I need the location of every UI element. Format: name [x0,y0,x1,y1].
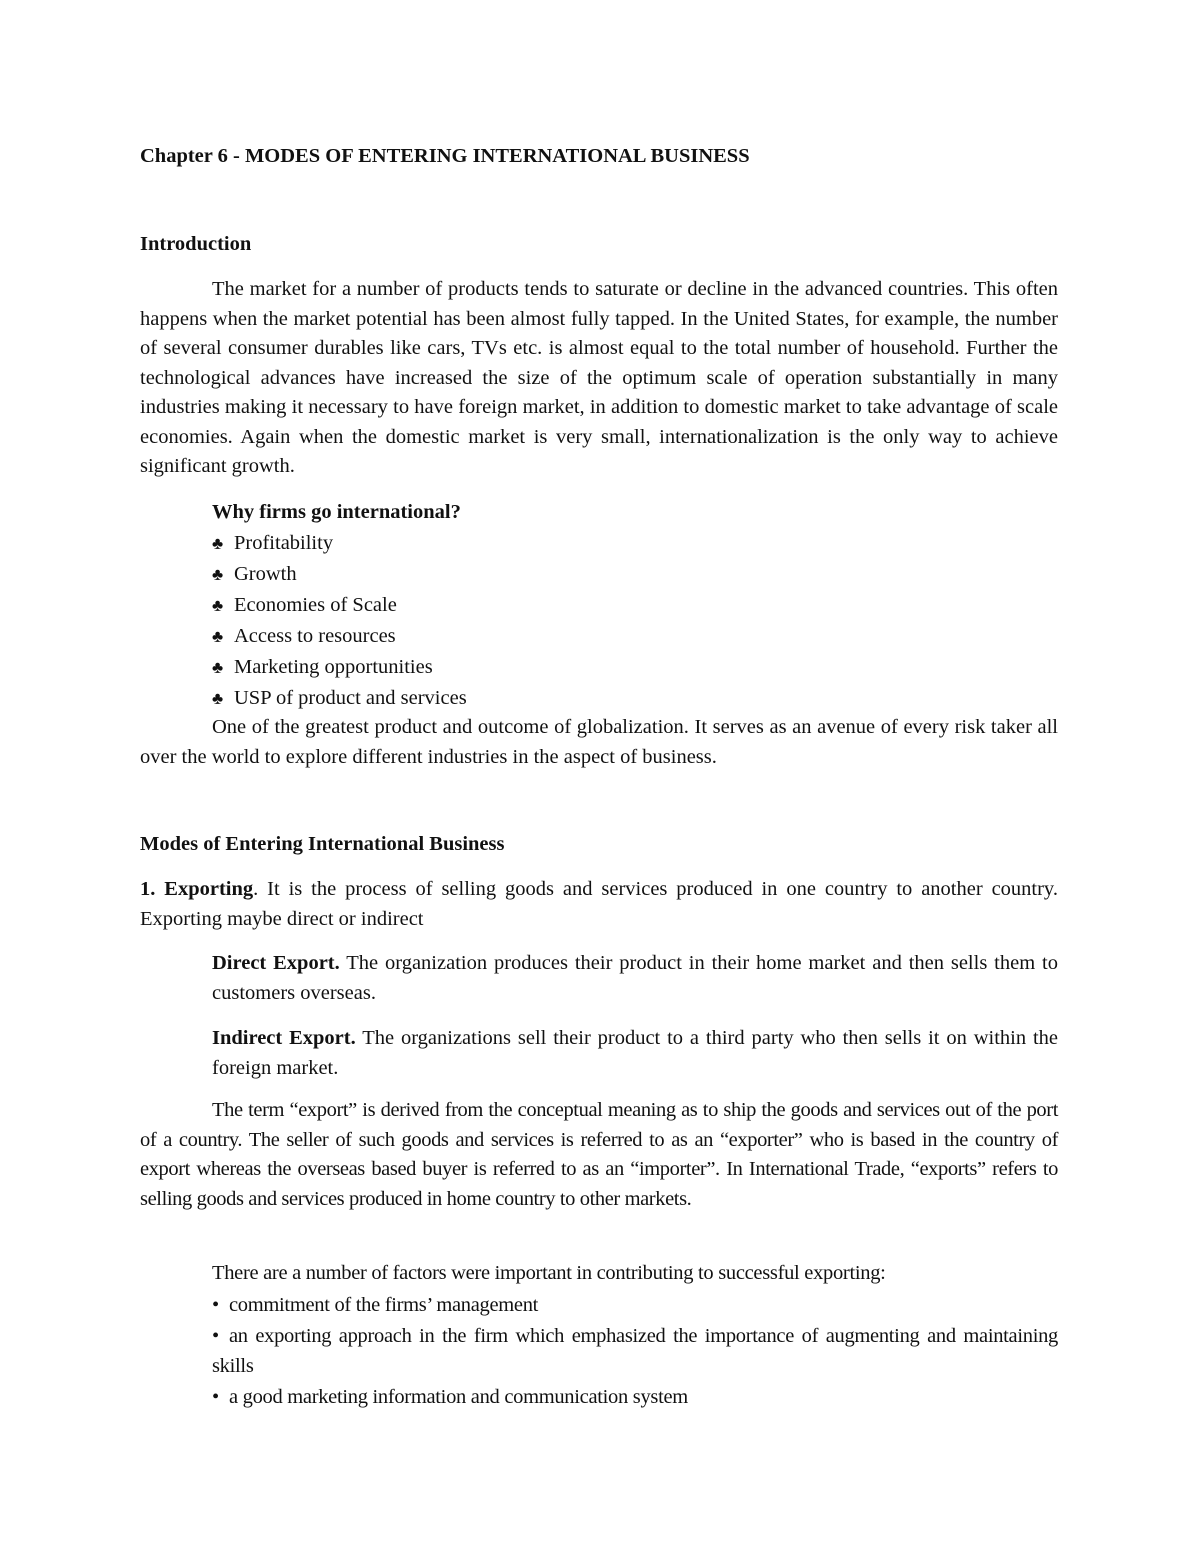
why-list [212,528,1058,714]
bullet-dot-icon: • [212,1293,219,1316]
section-heading-introduction: Introduction [140,233,252,255]
indirect-export-text: The organizations sell their product to a third party who then sells it on within the foreign market. [212,1027,1058,1079]
club-bullet-icon: ♣ [212,689,224,708]
factor-text: an exporting approach in the firm which emphasized the importance of augmenting and maintaining skills [212,1325,1058,1377]
factor-list-item [212,1291,1058,1321]
direct-export-paragraph [212,949,1058,1008]
section-heading-modes: Modes of Entering International Business [140,833,505,855]
factor-list-item [212,1383,1058,1413]
why-international-section [212,497,1058,714]
intro-paragraph: The market for a number of products tends to saturate or decline in the advanced countries. This often happens when the market potential has been almost fully tapped. In the United States, for example, the number of several consumer durables like cars, TVs etc. is almost equal to the total number of household. Further the technological advances have increased the size of the optimum scale of operation substantially in many industries making it necessary to have foreign market, in addition to domestic market to take advantage of scale economies. Again when the domestic market is very small, internationalization is the only way to achieve significant growth. [140,278,1058,477]
why-list-item [212,590,1058,621]
club-bullet-icon: ♣ [212,596,224,615]
why-list-item [212,528,1058,559]
why-list-item [212,683,1058,714]
bullet-dot-icon: • [212,1386,219,1408]
club-bullet-icon: ♣ [212,658,224,677]
direct-export-text: The organization produces their product in their home market and then sells them to customers overseas. [212,952,1058,1004]
exporting-label: 1. Exporting [140,878,254,900]
why-list-item [212,621,1058,652]
club-bullet-icon: ♣ [212,565,224,584]
factor-text: a good marketing information and communication system [229,1386,688,1408]
why-list-item [212,559,1058,590]
club-bullet-icon: ♣ [212,627,224,646]
factors-list [212,1291,1058,1413]
club-bullet-icon: ♣ [212,534,224,553]
why-item-text: USP of product and services [234,687,467,709]
export-term-paragraph: The term “export” is derived from the conceptual meaning as to ship the goods and services out of the port of a country. The seller of such goods and services is referred to as an “exporter” who is based in the country of export whereas the overseas based buyer is referred to as an “importer”. In International Trade, “exports” refers to selling goods and services produced in home country to other markets. [140,1099,1058,1210]
direct-export-label: Direct Export. [212,952,340,974]
exporting-text: . It is the process of selling goods and services produced in one country to another country. Exporting maybe direct or indirect [140,878,1058,930]
factor-text: commitment of the firms’ management [229,1293,539,1316]
factor-list-item [212,1322,1058,1381]
factors-intro: There are a number of factors were important in contributing to successful exporting: [212,1262,886,1284]
why-heading: Why firms go international? [212,501,461,523]
why-item-text: Access to resources [234,625,396,647]
why-item-text: Profitability [234,532,334,554]
why-list-item [212,652,1058,683]
why-closing-paragraph: One of the greatest product and outcome of globalization. It serves as an avenue of every risk taker all over the world to explore different industries in the aspect of business. [140,716,1058,768]
indirect-export-paragraph [212,1024,1058,1083]
factors-section [212,1259,1058,1413]
why-item-text: Marketing opportunities [234,656,433,678]
indirect-export-label: Indirect Export. [212,1027,356,1049]
why-item-text: Economies of Scale [234,594,397,616]
bullet-dot-icon: • [212,1325,219,1347]
page-title: Chapter 6 - MODES OF ENTERING INTERNATIONAL BUSINESS [140,145,750,167]
exporting-paragraph [140,875,1058,934]
why-item-text: Growth [234,563,297,585]
